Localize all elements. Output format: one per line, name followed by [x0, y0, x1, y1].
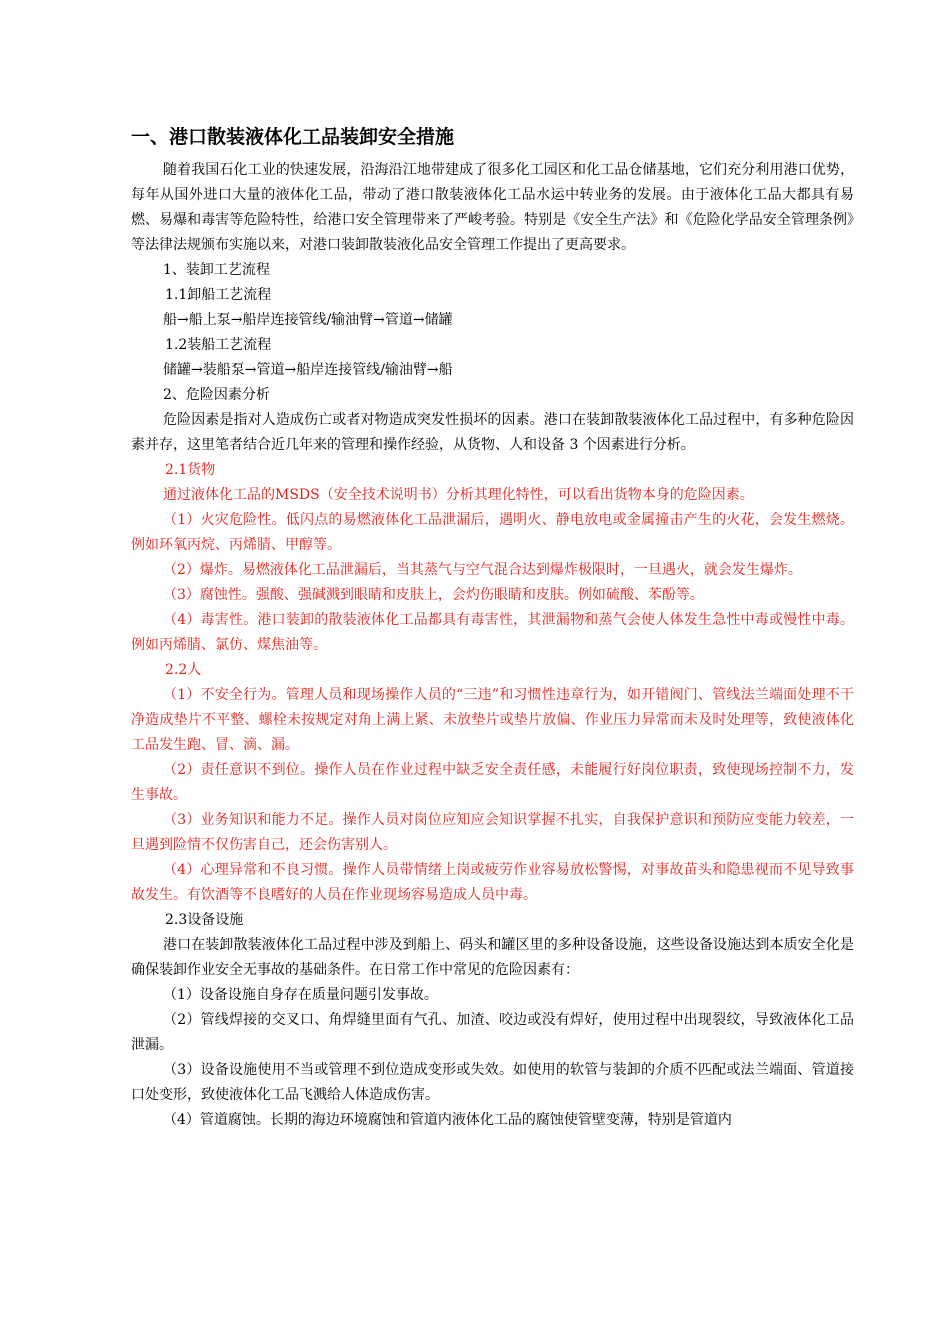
loading-flow: 储罐→装船泵→管道→船岸连接管线/输油臂→船	[163, 362, 453, 378]
unloading-flow: 船→船上泵→船岸连接管线/输油臂→管道→储罐	[163, 312, 453, 328]
page-title: 一、港口散装液体化工品装卸安全措施	[131, 126, 455, 148]
section-heading-hazards: 2、危险因素分析	[163, 387, 270, 403]
people-item-knowledge: （3）业务知识和能力不足。操作人员对岗位应知应会知识掌握不扎实，自我保护意识和预防应变能力较差，一旦遇到险情不仅伤害自己，还会伤害别人。	[131, 812, 854, 853]
people-item-psychology: （4）心理异常和不良习惯。操作人员带情绪上岗或疲劳作业容易放松警惕，对事故苗头和隐患视而不见导致事故发生。有饮酒等不良嗜好的人员在作业现场容易造成人员中毒。	[131, 862, 854, 903]
equipment-paragraph: 港口在装卸散装液体化工品过程中涉及到船上、码头和罐区里的多种设备设施，这些设备设施达到本质安全化是确保装卸作业安全无事故的基础条件。在日常工作中常见的危险因素有：	[131, 937, 854, 978]
subheading-people: 2.2人	[165, 662, 202, 678]
subheading-cargo: 2.1货物	[165, 462, 216, 478]
cargo-item-explosion: （2）爆炸。易燃液体化工品泄漏后，当其蒸气与空气混合达到爆炸极限时，一旦遇火，就会发生爆炸。	[163, 562, 802, 578]
equipment-item-corrosion: （4）管道腐蚀。长期的海边环境腐蚀和管道内液体化工品的腐蚀使管壁变薄，特别是管道内	[163, 1112, 732, 1128]
cargo-item-corrosion: （3）腐蚀性。强酸、强碱溅到眼睛和皮肤上，会灼伤眼睛和皮肤。例如硫酸、苯酚等。	[163, 587, 704, 603]
people-item-unsafe-behavior: （1）不安全行为。管理人员和现场操作人员的“三违”和习惯性违章行为，如开错阀门、管线法兰端面处理不干净造成垫片不平整、螺栓未按规定对角上满上紧、未放垫片或垫片放偏、作业压力异常而未及时处理等，致使液体化工品发生跑、冒、滴、漏。	[131, 687, 854, 753]
equipment-item-welding: （2）管线焊接的交叉口、角焊缝里面有气孔、加渣、咬边或没有焊好，使用过程中出现裂纹，导致液体化工品泄漏。	[131, 1012, 854, 1053]
subheading-unloading: 1.1卸船工艺流程	[165, 287, 272, 303]
equipment-item-misuse: （3）设备设施使用不当或管理不到位造成变形或失效。如使用的软管与装卸的介质不匹配或法兰端面、管道接口处变形，致使液体化工品飞溅给人体造成伤害。	[131, 1062, 854, 1103]
subheading-equipment: 2.3设备设施	[165, 912, 244, 928]
cargo-paragraph: 通过液体化工品的MSDS（安全技术说明书）分析其理化特性，可以看出货物本身的危险因素。	[163, 487, 754, 503]
hazards-paragraph: 危险因素是指对人造成伤亡或者对物造成突发性损坏的因素。港口在装卸散装液体化工品过程中，有多种危险因素并存，这里笔者结合近几年来的管理和操作经验，从货物、人和设备 3 个因素进行分析。	[131, 412, 854, 453]
cargo-item-fire: （1）火灾危险性。低闪点的易燃液体化工品泄漏后，遇明火、静电放电或金属撞击产生的火花，会发生燃烧。例如环氧丙烷、丙烯腈、甲醇等。	[131, 512, 854, 553]
intro-paragraph: 随着我国石化工业的快速发展，沿海沿江地带建成了很多化工园区和化工品仓储基地，它们充分利用港口优势，每年从国外进口大量的液体化工品，带动了港口散装液体化工品水运中转业务的发展。由于液体化工品大都具有易燃、易爆和毒害等危险特性，给港口安全管理带来了严峻考验。特别是《安全生产法》和《危险化学品安全管理条例》等法律法规颁布实施以来，对港口装卸散装液化品安全管理工作提出了更高要求。	[131, 162, 854, 253]
cargo-item-toxicity: （4）毒害性。港口装卸的散装液体化工品都具有毒害性，其泄漏物和蒸气会使人体发生急性中毒或慢性中毒。例如丙烯腈、氯仿、煤焦油等。	[131, 612, 854, 653]
people-item-responsibility: （2）责任意识不到位。操作人员在作业过程中缺乏安全责任感，未能履行好岗位职责，致使现场控制不力，发生事故。	[131, 762, 854, 803]
equipment-item-quality: （1）设备设施自身存在质量问题引发事故。	[163, 987, 438, 1003]
section-heading-process: 1、装卸工艺流程	[163, 262, 270, 278]
subheading-loading: 1.2装船工艺流程	[165, 337, 272, 353]
